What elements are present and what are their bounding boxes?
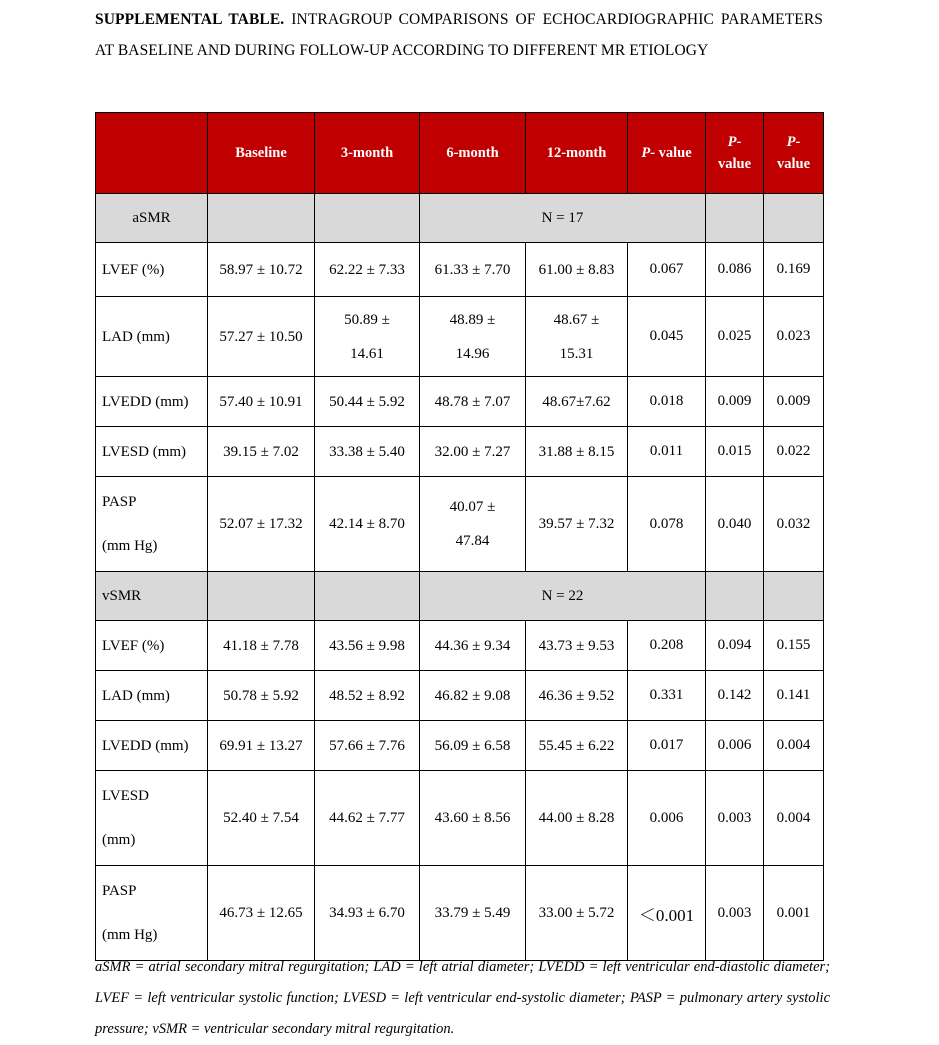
cell-baseline: 57.40 ± 10.91 — [208, 377, 315, 427]
table-row — [96, 866, 824, 961]
cell-3month: 50.44 ± 5.92 — [315, 377, 420, 427]
p-suffix-2: - — [736, 134, 742, 150]
group-band-spacer-2 — [315, 194, 420, 243]
row-label — [96, 771, 208, 866]
cell-baseline: 58.97 ± 10.72 — [208, 243, 315, 297]
row-label-line-2: (mm) — [102, 832, 136, 848]
header-cell-parameter — [96, 113, 208, 194]
table-row — [96, 671, 824, 721]
cell-6month: 32.00 ± 7.27 — [420, 427, 526, 477]
cell-12month: 43.73 ± 9.53 — [526, 621, 628, 671]
cell-12month: 61.00 ± 8.83 — [526, 243, 628, 297]
row-label-line-2: (mm Hg) — [102, 927, 158, 943]
cell-pvalue-2: 0.006 — [706, 721, 764, 771]
table-header-row — [96, 113, 824, 194]
cell-pvalue-2: 0.142 — [706, 671, 764, 721]
cell-line-1: 40.07 ± — [449, 499, 496, 515]
p-italic-2: P — [727, 134, 737, 150]
cell-6month — [420, 297, 526, 377]
cell-pvalue-3: 0.009 — [764, 377, 824, 427]
cell-6month: 46.82 ± 9.08 — [420, 671, 526, 721]
cell-pvalue-1: 0.331 — [628, 671, 706, 721]
cell-6month: 48.78 ± 7.07 — [420, 377, 526, 427]
supplemental-table-wrapper — [95, 112, 823, 961]
group-n-asmr: N = 17 — [420, 194, 706, 243]
cell-6month: 44.36 ± 9.34 — [420, 621, 526, 671]
group-band-spacer-3 — [706, 572, 764, 621]
cell-pvalue-3: 0.032 — [764, 477, 824, 572]
row-label-line-1: PASP — [102, 494, 137, 510]
cell-6month: 43.60 ± 8.56 — [420, 771, 526, 866]
table-row — [96, 771, 824, 866]
cell-3month: 62.22 ± 7.33 — [315, 243, 420, 297]
row-label-line-2: (mm Hg) — [102, 538, 158, 554]
row-label: LVESD (mm) — [96, 427, 208, 477]
cell-pvalue-2: 0.094 — [706, 621, 764, 671]
table-row — [96, 721, 824, 771]
row-label — [96, 866, 208, 961]
cell-pvalue-1: 0.078 — [628, 477, 706, 572]
cell-pvalue-3: 0.022 — [764, 427, 824, 477]
cell-12month: 31.88 ± 8.15 — [526, 427, 628, 477]
cell-pvalue-2: 0.025 — [706, 297, 764, 377]
cell-pvalue-1: 0.011 — [628, 427, 706, 477]
supplemental-table — [95, 112, 824, 961]
cell-pvalue-3: 0.155 — [764, 621, 824, 671]
cell-3month: 57.66 ± 7.76 — [315, 721, 420, 771]
cell-3month: 48.52 ± 8.92 — [315, 671, 420, 721]
cell-12month — [526, 297, 628, 377]
cell-line-1: 50.89 ± — [344, 311, 390, 328]
cell-6month: 33.79 ± 5.49 — [420, 866, 526, 961]
table-row — [96, 243, 824, 297]
cell-pvalue-1: 0.045 — [628, 297, 706, 377]
title-lead: SUPPLEMENTAL TABLE. — [95, 11, 285, 28]
group-band-vsmr — [96, 572, 824, 621]
row-label: LVEDD (mm) — [96, 377, 208, 427]
cell-line-2: 47.84 — [455, 533, 490, 549]
group-label-asmr: aSMR — [96, 194, 208, 243]
group-band-spacer-4 — [764, 572, 824, 621]
group-band-spacer-3 — [706, 194, 764, 243]
cell-baseline: 39.15 ± 7.02 — [208, 427, 315, 477]
cell-pvalue-3: 0.004 — [764, 721, 824, 771]
cell-pvalue-2: 0.003 — [706, 771, 764, 866]
cell-3month: 33.38 ± 5.40 — [315, 427, 420, 477]
cell-3month — [315, 297, 420, 377]
cell-pvalue-1: 0.006 — [628, 771, 706, 866]
cell-12month: 44.00 ± 8.28 — [526, 771, 628, 866]
cell-line-2: 15.31 — [559, 345, 594, 362]
row-label-line-1: LVESD — [102, 788, 149, 804]
cell-pvalue-3: 0.001 — [764, 866, 824, 961]
group-label-vsmr: vSMR — [96, 572, 208, 621]
cell-pvalue-1: 0.208 — [628, 621, 706, 671]
group-band-spacer-1 — [208, 572, 315, 621]
group-band-spacer-2 — [315, 572, 420, 621]
header-cell-pvalue-3 — [764, 113, 824, 194]
p-italic-1: P — [641, 145, 651, 161]
page-title — [95, 4, 823, 66]
header-cell-3month: 3-month — [315, 113, 420, 194]
cell-pvalue-2: 0.003 — [706, 866, 764, 961]
group-n-vsmr: N = 22 — [420, 572, 706, 621]
cell-pvalue-3: 0.169 — [764, 243, 824, 297]
p-italic-3: P — [786, 134, 796, 150]
header-cell-pvalue-1 — [628, 113, 706, 194]
cell-12month: 48.67±7.62 — [526, 377, 628, 427]
p-line2-2: value — [717, 156, 752, 172]
cell-12month: 33.00 ± 5.72 — [526, 866, 628, 961]
row-label: LVEDD (mm) — [96, 721, 208, 771]
header-cell-pvalue-2 — [706, 113, 764, 194]
cell-pvalue-2: 0.040 — [706, 477, 764, 572]
cell-12month: 39.57 ± 7.32 — [526, 477, 628, 572]
table-row — [96, 427, 824, 477]
title-rest: INTRAGROUP COMPARISONS OF ECHOCARDIOGRAPHIC PARAMETERS AT BASELINE AND DURING FOLLOW-UP ACCORDING TO DIFFERENT MR ETIOLOGY — [95, 11, 823, 59]
row-label: LAD (mm) — [96, 297, 208, 377]
group-band-spacer-1 — [208, 194, 315, 243]
row-label: LAD (mm) — [96, 671, 208, 721]
p-suffix-3: - — [795, 134, 801, 150]
table-footnote: aSMR = atrial secondary mitral regurgitation; LAD = left atrial diameter; LVEDD = left ventricular end-diastolic diameter; LVEF = left ventricular systolic function; LVESD = left ventricular end-systolic diameter; PASP = pulmonary artery systolic pressure; vSMR = ventricular secondary mitral regurgitation. — [95, 959, 830, 1037]
cell-baseline: 69.91 ± 13.27 — [208, 721, 315, 771]
cell-line-1: 48.67 ± — [553, 311, 600, 328]
cell-6month — [420, 477, 526, 572]
table-row — [96, 377, 824, 427]
group-band-spacer-4 — [764, 194, 824, 243]
cell-pvalue-3: 0.004 — [764, 771, 824, 866]
header-cell-6month: 6-month — [420, 113, 526, 194]
cell-pvalue-1: ＜0.001 — [628, 866, 706, 961]
cell-line-1: 48.89 ± — [449, 311, 496, 328]
group-band-asmr — [96, 194, 824, 243]
cell-baseline: 52.07 ± 17.32 — [208, 477, 315, 572]
cell-pvalue-2: 0.009 — [706, 377, 764, 427]
cell-pvalue-3: 0.141 — [764, 671, 824, 721]
table-row — [96, 477, 824, 572]
cell-6month: 56.09 ± 6.58 — [420, 721, 526, 771]
row-label: LVEF (%) — [96, 621, 208, 671]
cell-pvalue-2: 0.086 — [706, 243, 764, 297]
cell-pvalue-1: 0.017 — [628, 721, 706, 771]
header-cell-12month: 12-month — [526, 113, 628, 194]
p-suffix-1: - value — [650, 145, 692, 161]
cell-baseline: 52.40 ± 7.54 — [208, 771, 315, 866]
cell-pvalue-3: 0.023 — [764, 297, 824, 377]
cell-baseline: 46.73 ± 12.65 — [208, 866, 315, 961]
row-label-line-1: PASP — [102, 883, 137, 899]
cell-3month: 34.93 ± 6.70 — [315, 866, 420, 961]
cell-3month: 42.14 ± 8.70 — [315, 477, 420, 572]
cell-pvalue-1: 0.018 — [628, 377, 706, 427]
row-label — [96, 477, 208, 572]
cell-baseline: 41.18 ± 7.78 — [208, 621, 315, 671]
cell-pvalue-2: 0.015 — [706, 427, 764, 477]
cell-baseline: 50.78 ± 5.92 — [208, 671, 315, 721]
row-label: LVEF (%) — [96, 243, 208, 297]
table-row — [96, 297, 824, 377]
p-line2-3: value — [776, 156, 811, 172]
cell-baseline: 57.27 ± 10.50 — [208, 297, 315, 377]
table-row — [96, 621, 824, 671]
cell-3month: 43.56 ± 9.98 — [315, 621, 420, 671]
cell-3month: 44.62 ± 7.77 — [315, 771, 420, 866]
cell-pvalue-1: 0.067 — [628, 243, 706, 297]
cell-line-2: 14.61 — [350, 345, 384, 362]
header-cell-baseline: Baseline — [208, 113, 315, 194]
cell-line-2: 14.96 — [455, 345, 490, 362]
cell-6month: 61.33 ± 7.70 — [420, 243, 526, 297]
cell-12month: 46.36 ± 9.52 — [526, 671, 628, 721]
cell-12month: 55.45 ± 6.22 — [526, 721, 628, 771]
